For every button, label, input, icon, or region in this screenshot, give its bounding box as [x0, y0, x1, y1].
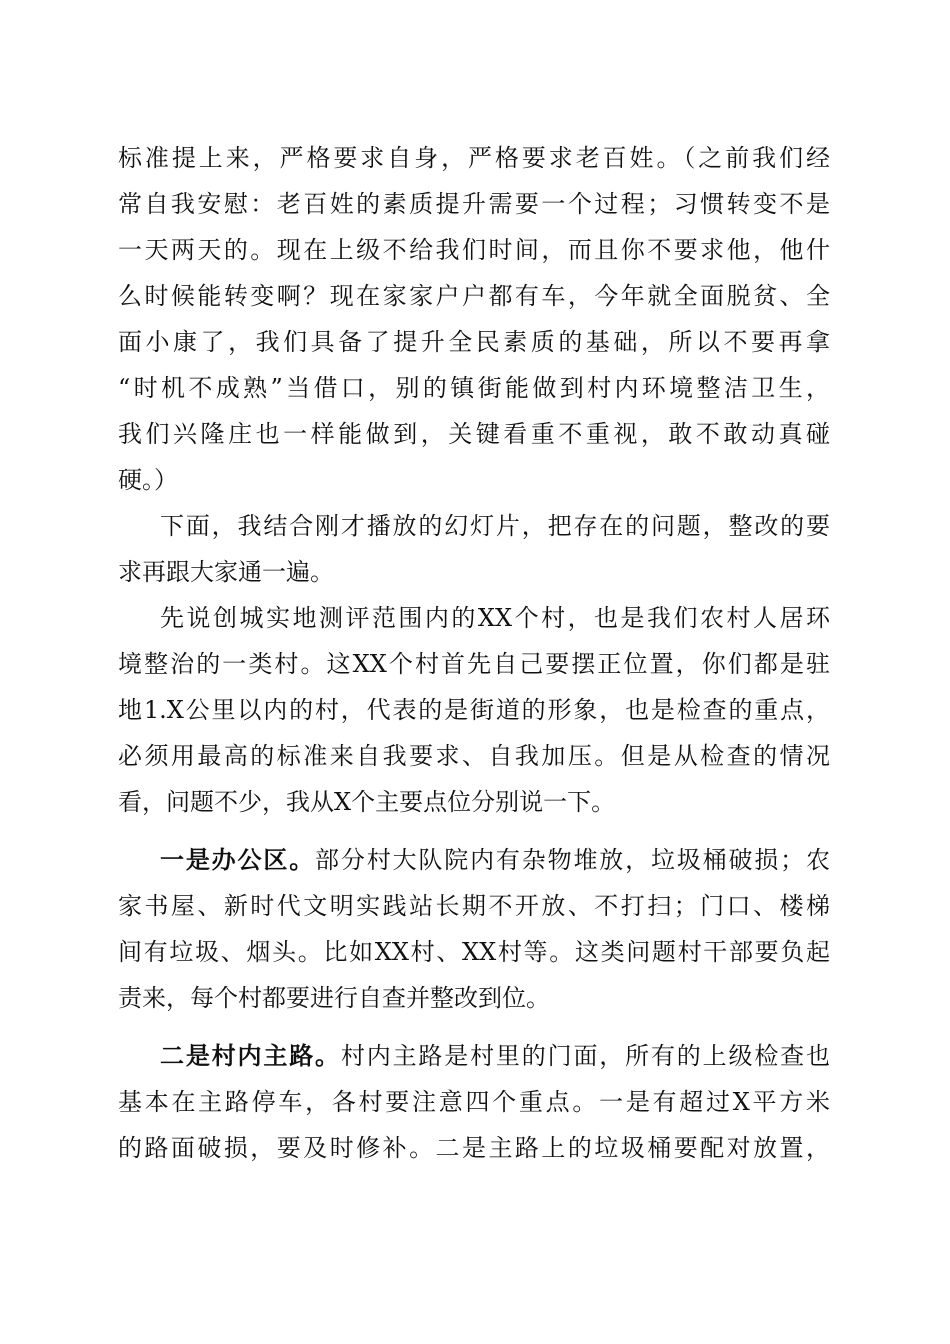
- text-line: 家书屋、新时代文明实践站长期不开放、不打扫；门口、楼梯: [118, 892, 830, 920]
- text-line: 责来，每个村都要进行自查并整改到位。: [118, 984, 550, 1012]
- text-line: 常自我安慰：老百姓的素质提升需要一个过程；习惯转变不是: [118, 190, 830, 218]
- text-span: 部分村大队院内有杂物堆放，垃圾桶破损；农: [315, 846, 831, 874]
- text-line: 的路面破损，要及时修补。二是主路上的垃圾桶要配对放置，: [118, 1134, 830, 1162]
- text-line: 硬。）: [118, 466, 178, 494]
- text-line: 标准提上来，严格要求自身，严格要求老百姓。（之前我们经: [118, 144, 830, 172]
- heading-office-area: 一是办公区。: [160, 845, 316, 874]
- text-line: “时机不成熟”当借口，别的镇街能做到村内环境整洁卫生，: [118, 374, 830, 402]
- text-line: 求再跟大家通一遍。: [118, 558, 334, 586]
- text-line: 境整治的一类村。这XX个村首先自己要摆正位置，你们都是驻: [118, 650, 830, 678]
- text-span: 村内主路是村里的门面，所有的上级检查也: [340, 1042, 831, 1070]
- text-line: 么时候能转变啊？现在家家户户都有车，今年就全面脱贫、全: [118, 282, 830, 310]
- paragraph-line-main-road: [160, 1034, 830, 1078]
- text-line: 看，问题不少，我从X个主要点位分别说一下。: [118, 788, 616, 816]
- paragraph-line-office-area: [160, 838, 830, 882]
- text-line: 一天两天的。现在上级不给我们时间，而且你不要求他，他什: [118, 236, 830, 264]
- text-line: 下面，我结合刚才播放的幻灯片，把存在的问题，整改的要: [160, 512, 830, 540]
- text-line: 我们兴隆庄也一样能做到，关键看重不重视，敢不敢动真碰: [118, 420, 830, 448]
- text-line: 间有垃圾、烟头。比如XX村、XX村等。这类问题村干部要负起: [118, 938, 830, 966]
- heading-main-road: 二是村内主路。: [160, 1041, 341, 1070]
- text-line: 基本在主路停车，各村要注意四个重点。一是有超过X平方米: [118, 1088, 830, 1116]
- text-line: 先说创城实地测评范围内的XX个村，也是我们农村人居环: [160, 604, 830, 632]
- text-line: 面小康了，我们具备了提升全民素质的基础，所以不要再拿: [118, 328, 830, 356]
- text-line: 必须用最高的标准来自我要求、自我加压。但是从检查的情况: [118, 742, 830, 770]
- text-line: 地1.X公里以内的村，代表的是街道的形象，也是检查的重点，: [118, 696, 830, 724]
